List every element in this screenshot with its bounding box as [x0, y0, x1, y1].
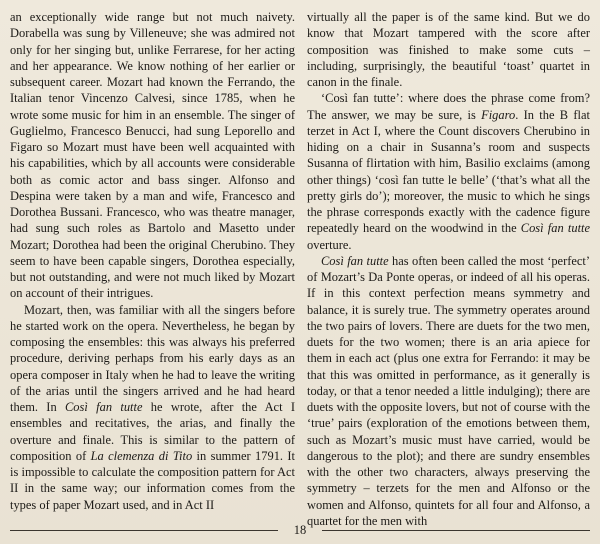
right-p2-text-c: overture. — [307, 237, 352, 252]
right-p3-text-a: has often been called the most ‘perfect’ of Mozart’s Da Ponte operas, or indeed of all his operas. If in this context perfection means symmetry and balance, it is surely true. The symmetry operates around the two pairs of lovers. There are duets for the two men, duets for the two women; there is an aria apiece for them in each act (plus one extra for Ferrando: it may be that this was omitted in performance, as it generally is today, or that a tenor needed a little indulging); there are duets with the opposite lovers, but not of course with the ‘true’ pairs (exploration of the emotions between them, such as Mozart’s music must have carried, would be dangerous to the plot); and there are sundry ensembles with the other two characters, always preserving the symmetry – terzets for the men and Alfonso or the women and Alfonso, quintets for all four and Alfonso, a quartet for the men with — [307, 253, 590, 528]
right-p3-italic-title-1: Così fan tutte — [321, 253, 389, 268]
right-paragraph-1: virtually all the paper is of the same kind. But we do know that Mozart tampered with the score after composition was finished to make some cuts – including, surprisingly, the beautiful ‘toast’ quartet in canon in the finale. — [307, 10, 590, 89]
left-p2-text-a: Mozart, then, was familiar with all the singers before he started work on the opera. Nevertheless, he began by composing the ensembles: this was always his preferred procedure, deriving perhaps from his early days as an opera composer in Italy when he had to leave the writing of the arias until the singers arrived and he had heard them. In — [10, 302, 295, 414]
page-number: 18 — [293, 523, 307, 537]
footer — [10, 522, 590, 538]
left-p2-italic-title-1: Così fan tutte — [65, 400, 143, 414]
left-p2-text-b: he wrote, after the Act I ensembles and recitatives, the arias, and finally the overture and finale. This is similar to the pattern of composition of — [10, 400, 295, 463]
left-column — [10, 9, 295, 513]
left-p2-text-c: in summer 1791. It is impossible to calculate the composition pattern for Act II in the same way; our information comes from the types of paper Mozart used, and in Act II — [10, 448, 296, 512]
left-paragraph-1: an exceptionally wide range but not much naivety. Dorabella was sung by Villeneuve; she was admired not only for her singing but, unlike Ferrarese, for her acting and her appearance. We know nothing of her earlier or subsequent career. Mozart had known the Ferrando, the Italian tenor Vincenzo Calvesi, since 1785, when he wrote some music for him in an ensemble. The singer of Guglielmo, Francesco Benucci, had sung Leporello and Figaro so Mozart must have been well acquainted with his capabilities, which by all accounts were considerable both as comic actor and bass singer. Alfonso and Despina were taken by a man and wife, Francesco and Dorothea Bussani. Francesco, who was theatre manager, had sung such roles as Bartolo and Masetto under Mozart; Dorothea had been the original Cherubino. They seem to have been capable singers, Dorothea especially, but not outstanding, and were not much liked by Mozart on account of their intrigues. — [10, 10, 295, 301]
footer-rule-right — [322, 530, 590, 531]
right-p2-italic-title-2: Così fan tutte — [520, 221, 590, 236]
right-p2-text-a: ‘Così fan tutte’: where does the phrase come from? The answer, we may be sure, is — [307, 91, 590, 122]
right-p2-italic-title-1: Figaro — [481, 107, 516, 122]
left-p2-italic-title-2: La clemenza di Tito — [90, 448, 193, 463]
right-column — [307, 9, 590, 529]
left-paragraph-2 — [10, 302, 295, 513]
right-paragraph-3 — [307, 253, 590, 529]
right-p2-text-b: . In the B flat terzet in Act I, where the Count discovers Cherubino in hiding on a chair in Susanna’s room and suspects Susanna of flirtation with him, Basilio exclaims (among other things) ‘così fan tutte le belle’ (‘that’s what all the pretty girls do’); moreover, the music to which he sings the phrase corresponds exactly with the cadence figure repeatedly heard on the woodwind in the — [307, 107, 590, 236]
right-paragraph-2 — [307, 90, 590, 253]
